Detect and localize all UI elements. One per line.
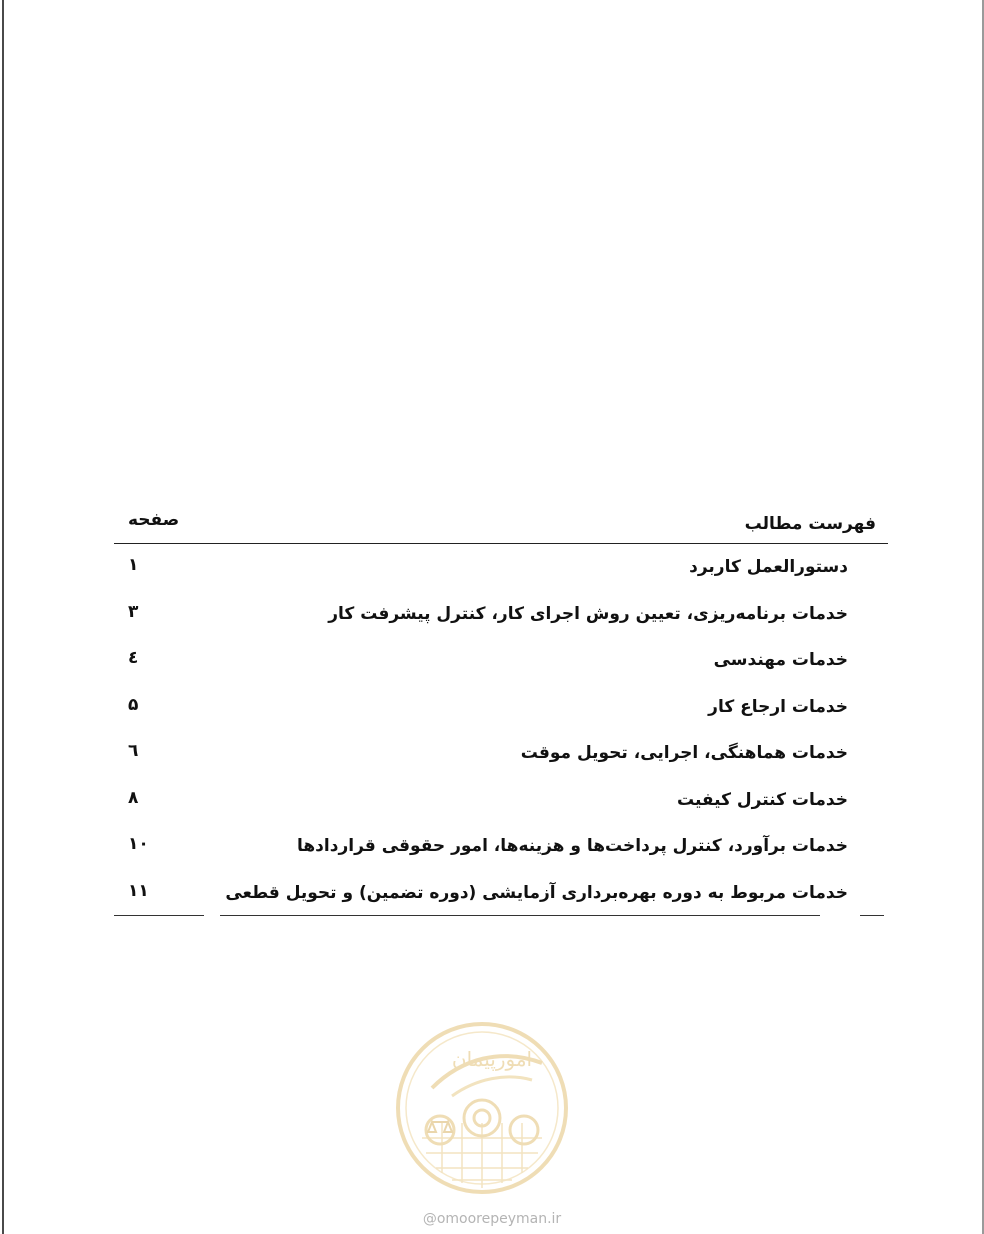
bottom-rule-segment	[114, 915, 204, 916]
toc-entry-title: خدمات هماهنگی، اجرایی، تحویل موقت	[520, 743, 848, 763]
page-column-title: صفحه	[128, 510, 180, 530]
toc-entry-title: خدمات مهندسی	[713, 650, 848, 670]
toc-entry-page: ۳	[128, 601, 139, 622]
toc-entry	[114, 881, 888, 928]
header-rule	[114, 543, 888, 544]
toc-entry-page: ٤	[128, 648, 139, 668]
toc-entry-page: ۵	[128, 694, 139, 715]
toc-header	[114, 508, 888, 542]
seal-logo-text: امورپیمان	[451, 1047, 533, 1071]
toc-entry	[114, 555, 888, 602]
bottom-rule-segment	[220, 915, 820, 916]
toc-entry	[114, 788, 888, 835]
scan-border-left	[2, 0, 4, 1234]
toc-entry	[114, 834, 888, 881]
toc-entry-page: ۱۰	[128, 834, 149, 854]
toc-entry	[114, 602, 888, 649]
toc-entry-title: خدمات مربوط به دوره بهره‌برداری آزمایشی (دوره تضمین) و تحویل قطعی	[225, 882, 848, 903]
toc-entry-title: خدمات برآورد، کنترل پرداخت‌ها و هزینه‌ها، امور حقوقی قراردادها	[297, 836, 848, 856]
toc-entry	[114, 741, 888, 788]
omoorepeyman-seal-icon	[392, 1018, 572, 1208]
toc-entry-title: دستورالعمل کاربرد	[689, 557, 848, 577]
toc-list	[114, 555, 888, 927]
toc-entry-page: ۱۱	[128, 880, 149, 901]
toc-entry	[114, 695, 888, 742]
watermark-site: @omoorepeyman.ir	[422, 1211, 562, 1227]
toc-entry-title: خدمات ارجاع کار	[708, 696, 848, 717]
toc-entry-page: ٦	[128, 741, 139, 761]
toc-entry-title: خدمات کنترل کیفیت	[677, 789, 848, 810]
toc-entry-page: ۸	[128, 787, 139, 808]
toc-entry	[114, 648, 888, 695]
toc-entry-title: خدمات برنامه‌ریزی، تعیین روش اجرای کار، کنترل پیشرفت کار	[328, 603, 848, 624]
toc-title: فهرست مطالب	[744, 514, 876, 534]
bottom-rule-segment	[860, 915, 884, 916]
table-of-contents	[114, 508, 888, 903]
toc-entry-page: ۱	[128, 555, 139, 575]
